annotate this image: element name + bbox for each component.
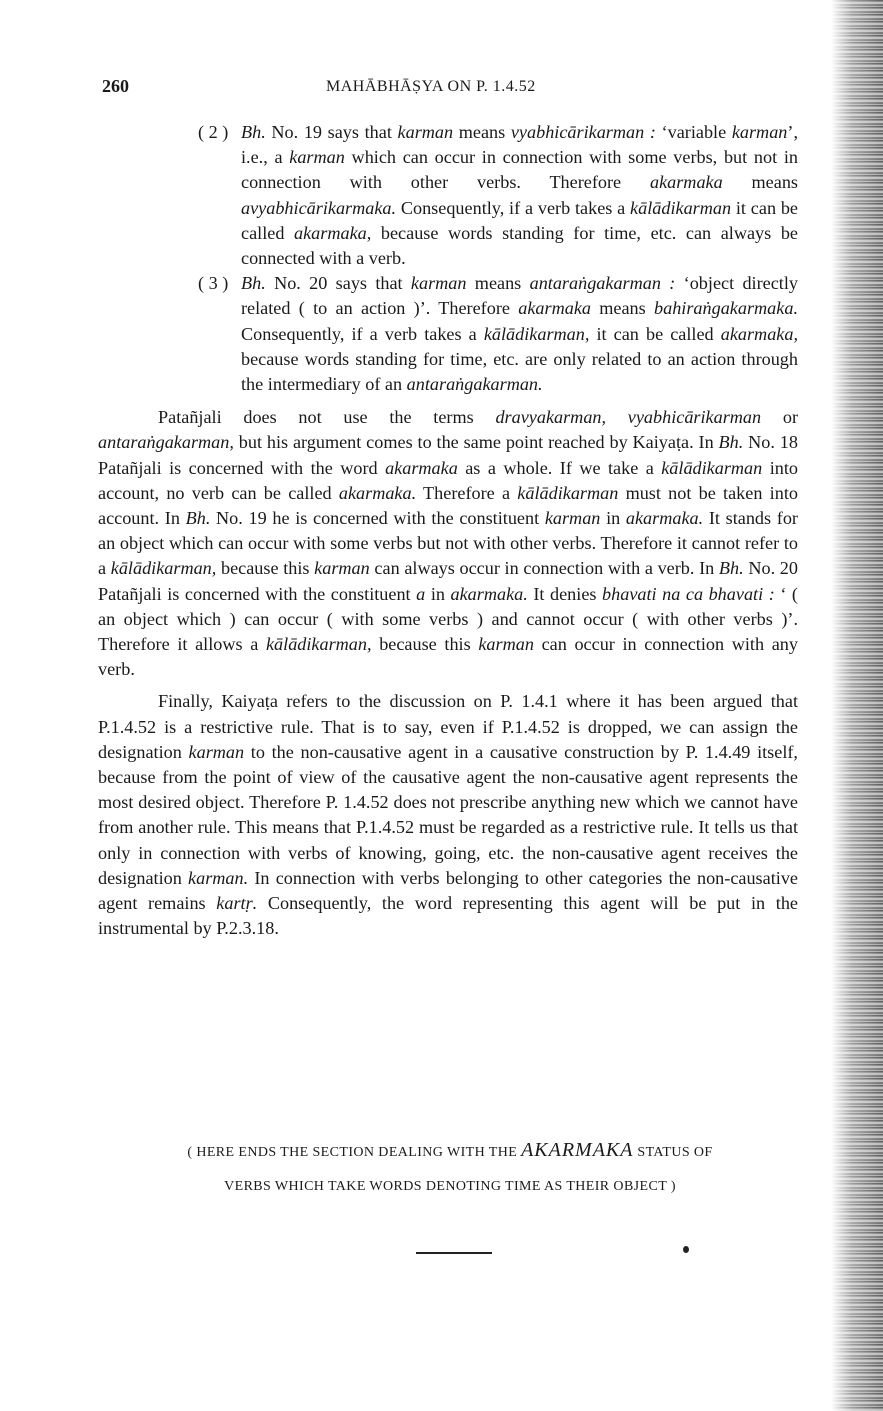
text-run: means — [453, 122, 511, 142]
italic-term: akarmaka, — [294, 222, 372, 243]
ink-dot — [683, 1246, 689, 1253]
text-run: because this — [216, 558, 315, 579]
text-run: No. 19 says that — [265, 122, 398, 142]
text-run: it can be called — [589, 323, 721, 344]
numbered-item-3 — [98, 271, 798, 397]
end-rule — [416, 1252, 492, 1254]
italic-term: karman — [478, 634, 534, 655]
text-run: but his argument comes to the same point reached by Kaiyaṭa. In — [233, 432, 719, 453]
italic-term: akarmaka — [385, 457, 458, 478]
italic-term: karman — [731, 122, 788, 142]
italic-term: karman — [289, 147, 345, 168]
text-run: must not be taken into account. In — [98, 482, 798, 529]
italic-term: akarmaka. — [625, 508, 704, 529]
text-run: because words standing for time, etc. can always be connected with a verb. — [241, 222, 798, 269]
italic-term: Bh. — [241, 122, 266, 142]
section-end-line-1 — [100, 1133, 800, 1170]
text-run: It stands for an object which can occur with some verbs but not with other verbs. Therefore it cannot refer to a — [98, 508, 798, 579]
text-run: No. 19 he is concerned with the constituent — [210, 508, 545, 529]
item-marker: ( 2 ) — [198, 122, 229, 142]
italic-term: Bh. — [718, 432, 744, 453]
text-run: Finally, Kaiyaṭa refers to the discussion on P. 1.4.1 where it has been argued that P.1.4.52 is a restrictive rule. That is to say, even if P.1.4.52 is dropped, we can assign the designation — [98, 691, 798, 762]
text-run: because words standing for time, etc. are only related to an action through the intermediary of an — [241, 348, 798, 395]
section-end-emphasis: AKARMAKA — [521, 1139, 634, 1161]
text-run: to the non-causative agent in a causative construction by P. 1.4.49 itself, because from the point of view of the causative agent the non-causative agent represents the most desired object. Therefore P. 1.4.52 does not prescribe anything new which we cannot have from another rule. This means that P.1.4.52 must be regarded as a restrictive rule. It tells us that only in connection with verbs of knowing, going, etc. the non-causative agent receives the designation — [98, 741, 798, 888]
text-run: means — [466, 273, 530, 294]
italic-term: karman. — [188, 867, 249, 888]
italic-term: karman — [188, 741, 245, 762]
italic-term: avyabhicārikarmaka. — [241, 197, 397, 218]
section-end-line-2: VERBS WHICH TAKE WORDS DENOTING TIME AS THEIR OBJECT ) — [224, 1179, 676, 1194]
italic-term: Bh. — [185, 508, 211, 529]
body-text — [98, 120, 798, 942]
italic-term: kālādikarman — [661, 457, 763, 478]
paragraph-patanjali — [98, 405, 798, 682]
page-number: 260 — [102, 76, 129, 96]
text-run: in — [600, 508, 626, 529]
text-run: ’, i.e., a — [241, 122, 798, 168]
text-run: Consequently, if a verb takes a — [241, 323, 484, 344]
text-run: Therefore a — [416, 482, 518, 503]
italic-term: akarmaka. — [338, 482, 417, 503]
italic-term: kālādikarman — [517, 482, 619, 503]
italic-term: akarmaka. — [450, 583, 528, 604]
italic-term: karman — [410, 273, 467, 294]
italic-term: bhavati na ca bhavati : — [602, 583, 775, 604]
text-run: which can occur in connection with some verbs, but not in connection with other verbs. Therefore — [241, 147, 798, 193]
italic-term: kālādikarman — [630, 197, 732, 218]
item-text — [241, 271, 798, 397]
text-run: or — [761, 407, 798, 428]
italic-term: akarmaka — [518, 298, 591, 319]
text-run: means — [590, 298, 655, 319]
text-run: Consequently, if a verb takes a — [396, 197, 631, 218]
text-run: ‘ ( an object which ) can occur ( with some verbs ) and cannot occur ( with other verbs )’. Therefore it allows a — [98, 583, 798, 655]
italic-term: a — [416, 583, 426, 604]
italic-term: Bh. — [241, 273, 266, 294]
page-edge-shadow — [831, 0, 883, 1411]
section-end-note — [100, 1133, 800, 1204]
section-end-after: STATUS OF — [633, 1145, 713, 1160]
text-run: Consequently, the word representing this agent will be put in the instrumental by P.2.3.18. — [98, 893, 798, 939]
text-run: because this — [371, 634, 479, 655]
italic-term: karman — [314, 558, 370, 579]
text-run: No. 18 Patañjali is concerned with the word — [98, 432, 798, 478]
italic-term: kālādikarman, — [483, 323, 590, 344]
text-run: ‘variable — [655, 122, 732, 142]
text-run: can occur in connection with any verb. — [98, 634, 798, 680]
italic-term: antaraṅgakarman : — [529, 273, 676, 294]
running-title: MAHĀBHĀṢYA ON P. 1.4.52 — [326, 78, 536, 95]
section-end-before: ( HERE ENDS THE SECTION DEALING WITH THE — [187, 1145, 522, 1160]
text-run: In connection with verbs belonging to other categories the non-causative agent remains — [98, 867, 798, 914]
italic-term: Bh. — [718, 558, 744, 579]
italic-term: akarmaka — [649, 172, 723, 193]
text-run: as a whole. If we take a — [457, 457, 662, 478]
text-run: in — [425, 583, 451, 604]
text-run: means — [722, 172, 798, 193]
paragraph-finally — [98, 689, 798, 941]
italic-term: akarmaka, — [720, 323, 798, 344]
numbered-item-2 — [98, 120, 798, 271]
italic-term: karman — [397, 122, 454, 142]
text-run: No. 20 says that — [265, 273, 411, 294]
text-run: ‘object directly related ( to an action )’. Therefore — [241, 273, 799, 319]
italic-term: kālādikarman, — [265, 634, 372, 655]
item-marker: ( 3 ) — [198, 273, 229, 294]
italic-term: bahiraṅgakarmaka. — [654, 298, 798, 319]
italic-term: karman — [544, 508, 601, 529]
text-run: it can be called — [241, 197, 799, 243]
text-run: into account, no verb can be called — [98, 457, 798, 503]
italic-term: kālādikarman, — [110, 558, 217, 579]
item-text — [241, 120, 798, 271]
text-run: Patañjali does not use the terms — [158, 407, 496, 428]
italic-term: antaraṅgakarman. — [406, 374, 543, 395]
italic-term: vyabhicārikarman : — [510, 122, 656, 142]
italic-term: dravyakarman, vyabhicārikarman — [495, 407, 762, 428]
text-run: can always occur in connection with a verb. In — [369, 558, 719, 579]
italic-term: antaraṅgakarman, — [98, 432, 234, 453]
text-run: No. 20 Patañjali is concerned with the constituent — [98, 558, 798, 604]
text-run: It denies — [527, 583, 603, 604]
italic-term: kartṛ. — [216, 893, 258, 914]
running-header — [102, 76, 622, 104]
